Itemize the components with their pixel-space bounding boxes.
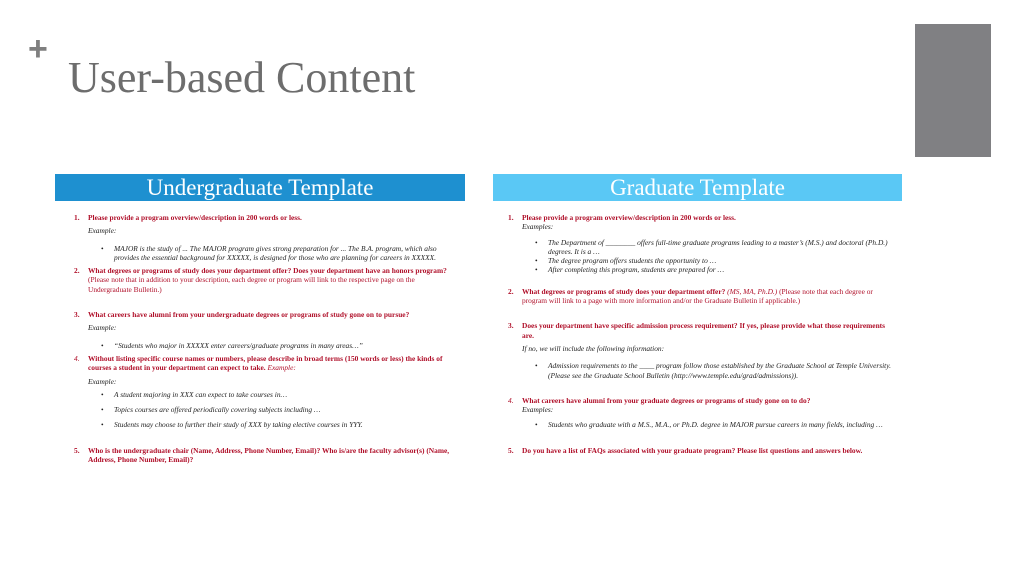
question-number: 2. (74, 266, 80, 276)
list-item: • After completing this program, students are prepared for … (548, 265, 894, 274)
question-number: 1. (74, 213, 80, 222)
list-item: • The degree program offers students the opportunity to … (548, 256, 894, 265)
question-text: What degrees or programs of study does your department offer? (522, 286, 726, 296)
list-item: • “Students who major in XXXXX enter careers/graduate programs in many areas…” (114, 341, 454, 350)
undergrad-q3-examples (74, 341, 454, 350)
grad-q4-examples (508, 420, 894, 429)
undergrad-question-3 (74, 310, 454, 319)
list-item: • MAJOR is the study of ... The MAJOR program gives strong preparation for ... The B.A. program, which also provides the essential background for XXXXX, is designed for those who are planning for careers in XXXXX. (114, 244, 454, 263)
question-text: Without listing specific course names or numbers, please describe in broad terms (150 words or less) the kinds of courses a student in your department can expect to take. (88, 353, 443, 373)
grad-question-2 (508, 287, 894, 306)
undergrad-question-2 (74, 266, 454, 294)
list-item: • The Department of ________ offers full-time graduate programs leading to a master’s (M.S.) and doctoral (Ph.D.) degrees. It is a … (548, 238, 894, 257)
inline-example-label: Example: (265, 363, 296, 373)
undergraduate-template-content (74, 213, 454, 464)
graduate-template-header: Graduate Template (493, 174, 902, 201)
question-number: 4. (508, 395, 514, 405)
degree-types: (MS, MA, Ph.D.) (725, 286, 778, 296)
grad-question-3 (508, 321, 894, 340)
question-number: 2. (508, 286, 514, 296)
question-text: Please provide a program overview/description in 200 words or less. (88, 213, 302, 222)
examples-label: Examples: (522, 405, 554, 415)
question-number: 3. (74, 310, 80, 320)
undergrad-q4-examples (74, 390, 454, 430)
list-item: • A student majoring in XXX can expect to take courses in… (114, 390, 454, 399)
grad-question-4 (508, 396, 894, 405)
grad-question-1 (508, 213, 894, 222)
grad-question-5 (508, 446, 894, 455)
question-note: (Please note that in addition to your description, each degree or program will link to the respective page on the Undergraduate Bulletin.) (88, 275, 415, 294)
list-item: • Topics courses are offered periodically covering subjects including … (114, 405, 454, 414)
example-label: Example: (88, 323, 117, 333)
conditional-note: If no, we will include the following information: (522, 343, 665, 353)
plus-icon: + (28, 30, 48, 68)
undergrad-question-1 (74, 213, 454, 222)
question-number: 3. (508, 321, 514, 331)
question-note: (Please note that each degree or program will link to a page with more information and/or the Graduate Bulletin if applicable.) (522, 286, 873, 306)
question-text: What careers have alumni from your undergraduate degrees or programs of study gone on to pursue? (88, 310, 410, 320)
question-number: 5. (508, 445, 514, 455)
question-text: What degrees or programs of study does your department offer? Does your department have an honors program? (88, 266, 447, 276)
question-text: Please provide a program overview/description in 200 words or less. (522, 213, 736, 222)
examples-label: Examples: (522, 222, 554, 232)
list-item: • Students who graduate with a M.S., M.A., or Ph.D. degree in MAJOR pursue careers in many fields, including … (548, 420, 894, 429)
decorative-gray-block (915, 24, 991, 157)
grad-q3-info (508, 361, 894, 380)
undergraduate-template-header: Undergraduate Template (55, 174, 465, 201)
undergrad-q1-examples (74, 244, 454, 263)
question-text: Do you have a list of FAQs associated with your graduate program? Please list questions and answers below. (522, 445, 863, 455)
grad-q1-examples (508, 238, 894, 275)
question-text: Who is the undergraduate chair (Name, Address, Phone Number, Email)? Who is/are the faculty advisor(s) (Name, Address, Phone Number, Email)? (88, 445, 450, 465)
graduate-template-content (508, 213, 894, 455)
undergrad-question-5 (74, 446, 454, 465)
question-number: 4. (74, 353, 80, 363)
example-label: Example: (88, 226, 117, 236)
question-text: Does your department have specific admission process requirement? If yes, please provide what those requirements are. (522, 321, 886, 340)
undergrad-question-4 (74, 354, 454, 373)
question-number: 1. (508, 213, 514, 222)
question-number: 5. (74, 445, 80, 455)
question-text: What careers have alumni from your graduate degrees or programs of study gone on to do? (522, 395, 811, 405)
slide-title: User-based Content (68, 53, 416, 102)
list-item: • Students may choose to further their study of XXX by taking elective courses in YYY. (114, 420, 454, 429)
example-label: Example: (88, 376, 117, 386)
list-item: • Admission requirements to the ____ program follow those established by the Graduate School at Temple University. (Please see the Graduate School Bulletin (http://www.temple.edu/grad/admissions)). (548, 361, 894, 380)
